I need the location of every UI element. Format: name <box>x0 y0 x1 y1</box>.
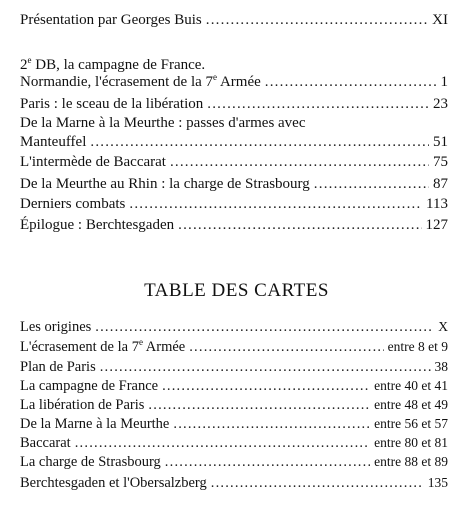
map-entry-strasbourg <box>20 453 448 471</box>
leader-dots <box>75 434 370 452</box>
leader-dots <box>129 195 422 213</box>
map-title: Berchtesgaden et l'Obersalzberg <box>20 475 207 491</box>
toc-page: 113 <box>426 196 448 212</box>
leader-dots <box>90 133 429 151</box>
toc-entry-epilogue <box>20 216 448 234</box>
toc-title: Présentation par Georges Buis <box>20 12 202 28</box>
leader-dots <box>178 216 421 234</box>
map-entry-marne-meurthe <box>20 415 448 433</box>
leader-dots <box>100 358 431 376</box>
toc-title: Paris : le sceau de la libération <box>20 96 204 112</box>
part-heading: 2e DB, la campagne de France. <box>20 55 206 73</box>
map-title: Les origines <box>20 319 92 335</box>
toc-title-line1: De la Marne à la Meurthe : passes d'armes avec <box>20 115 306 131</box>
toc-page: XI <box>432 12 448 28</box>
map-page: 135 <box>427 475 448 490</box>
map-entry-ecrasement <box>20 338 448 356</box>
toc-page: 127 <box>425 217 448 233</box>
toc-page: 87 <box>433 176 448 192</box>
leader-dots <box>95 318 434 336</box>
toc-title: Derniers combats <box>20 196 126 212</box>
map-title: La libération de Paris <box>20 397 145 413</box>
toc-title: Manteuffel <box>20 134 87 150</box>
map-page: entre 40 et 41 <box>374 378 448 393</box>
map-page: X <box>438 319 448 334</box>
leader-dots <box>314 175 429 193</box>
toc-entry-paris <box>20 95 448 113</box>
toc-title: Épilogue : Berchtesgaden <box>20 217 175 233</box>
leader-dots <box>170 153 429 171</box>
toc-entry-presentation <box>20 11 448 29</box>
map-entry-campagne <box>20 377 448 395</box>
toc-entry-marne-meurthe <box>20 133 448 151</box>
map-entry-baccarat <box>20 434 448 452</box>
map-entry-liberation <box>20 396 448 414</box>
leader-dots <box>165 453 370 471</box>
map-page: 38 <box>434 359 448 374</box>
toc-page: 75 <box>433 154 448 170</box>
map-entry-berchtesgaden <box>20 474 448 492</box>
map-title: La campagne de France <box>20 378 159 394</box>
maps-heading: TABLE DES CARTES <box>144 280 329 301</box>
toc-title: Normandie, l'écrasement de la 7e Armée <box>20 72 261 90</box>
leader-dots <box>265 73 437 91</box>
toc-entry-rhin <box>20 175 448 193</box>
leader-dots <box>206 11 428 29</box>
map-title: Plan de Paris <box>20 359 96 375</box>
map-title: L'écrasement de la 7e Armée <box>20 337 186 355</box>
map-page: entre 88 et 89 <box>374 454 448 469</box>
map-page: entre 8 et 9 <box>387 339 448 354</box>
toc-title: De la Meurthe au Rhin : la charge de Strasbourg <box>20 176 310 192</box>
leader-dots <box>211 474 424 492</box>
toc-page: 23 <box>433 96 448 112</box>
toc-page: 51 <box>433 134 448 150</box>
leader-dots <box>173 415 370 433</box>
leader-dots <box>162 377 370 395</box>
leader-dots <box>148 396 370 414</box>
map-entry-plan-paris <box>20 358 448 376</box>
map-entry-origines <box>20 318 448 336</box>
toc-entry-baccarat <box>20 153 448 171</box>
map-title: De la Marne à la Meurthe <box>20 416 170 432</box>
toc-entry-normandie <box>20 73 448 91</box>
toc-entry-derniers-combats <box>20 195 448 213</box>
map-title: La charge de Strasbourg <box>20 454 161 470</box>
leader-dots <box>189 338 383 356</box>
toc-page: 1 <box>440 74 448 90</box>
toc-title: L'intermède de Baccarat <box>20 154 166 170</box>
map-page: entre 48 et 49 <box>374 397 448 412</box>
leader-dots <box>207 95 429 113</box>
map-page: entre 56 et 57 <box>374 416 448 431</box>
map-page: entre 80 et 81 <box>374 435 448 450</box>
map-title: Baccarat <box>20 435 71 451</box>
